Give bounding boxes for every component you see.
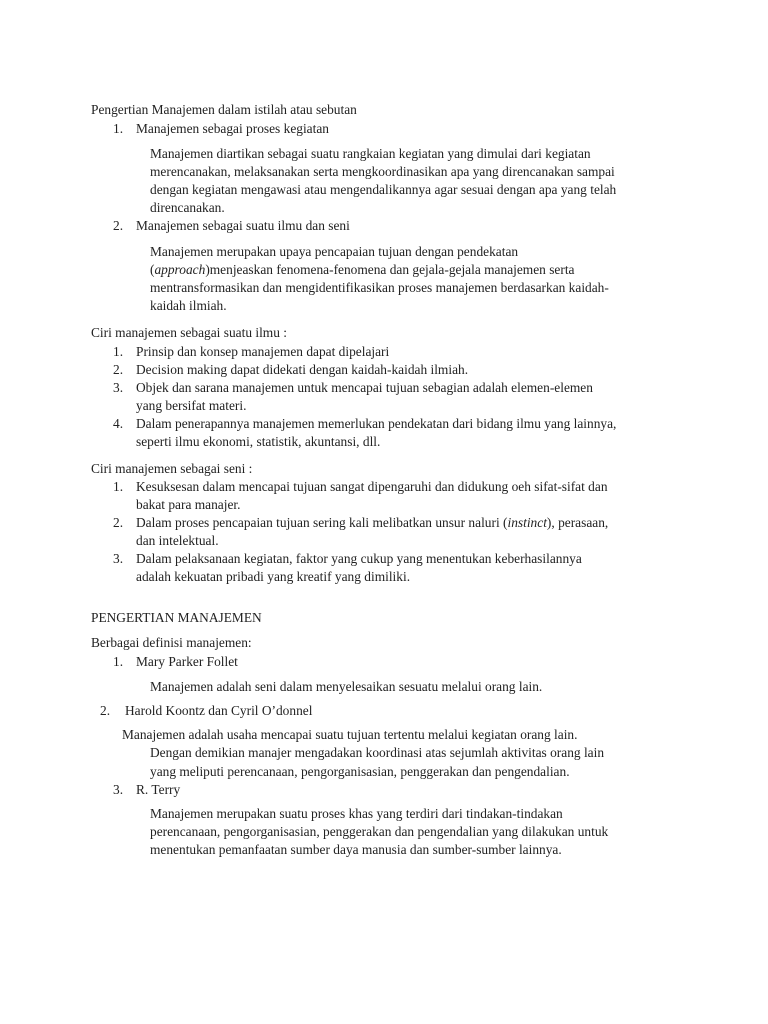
list-item-text: Dalam penerapannya manajemen memerlukan pendekatan dari bidang ilmu yang lainnya, (136, 416, 617, 431)
paragraph-line: yang meliputi perencanaan, pengorganisasian, penggerakan dan pengendalian. (150, 764, 570, 779)
paragraph-line: perencanaan, pengorganisasian, penggerakan dan pengendalian yang dilakukan untuk (150, 824, 609, 839)
list-number: 2. (100, 703, 111, 718)
list-number: 3. (113, 551, 124, 566)
section-heading: Ciri manajemen sebagai suatu ilmu : (91, 325, 287, 340)
list-number: 2. (113, 218, 124, 233)
section-heading: Ciri manajemen sebagai seni : (91, 461, 253, 476)
paragraph-line: Manajemen adalah usaha mencapai suatu tujuan tertentu melalui kegiatan orang lain. (122, 727, 578, 742)
list-item-text: seperti ilmu ekonomi, statistik, akuntansi, dll. (136, 434, 381, 449)
paragraph-line: Manajemen merupakan upaya pencapaian tujuan dengan pendekatan (150, 244, 519, 259)
paragraph-line: menentukan pemanfaatan sumber daya manusia dan sumber-sumber lainnya. (150, 842, 562, 857)
paragraph-line: Manajemen adalah seni dalam menyelesaikan sesuatu melalui orang lain. (150, 679, 543, 694)
list-number: 3. (113, 782, 124, 797)
paragraph-line: mentransformasikan dan mengidentifikasikan proses manajemen berdasarkan kaidah- (150, 280, 609, 295)
list-item-text: Prinsip dan konsep manajemen dapat dipelajari (136, 344, 390, 359)
list-item-text: dan intelektual. (136, 533, 219, 548)
italic-term: approach (154, 262, 206, 277)
list-item-title: Manajemen sebagai proses kegiatan (136, 121, 329, 136)
definition-author: R. Terry (136, 782, 181, 797)
paragraph-line: merencanakan, melaksanakan serta mengkoordinasikan apa yang direncanakan sampai (150, 164, 615, 179)
definition-author: Mary Parker Follet (136, 654, 238, 669)
text-span: )menjeaskan fenomena-fenomena dan gejala-gejala manajemen serta (205, 262, 575, 277)
definition-author: Harold Koontz dan Cyril O’donnel (125, 703, 313, 718)
list-number: 1. (113, 654, 124, 669)
list-item-text: Decision making dapat didekati dengan kaidah-kaidah ilmiah. (136, 362, 469, 377)
list-item-text: bakat para manajer. (136, 497, 241, 512)
text-span: Dalam proses pencapaian tujuan sering kali melibatkan unsur naluri ( (136, 515, 508, 530)
list-number: 1. (113, 344, 124, 359)
paragraph-line (150, 261, 574, 279)
italic-term: instinct (507, 515, 547, 530)
text-span: ( (150, 262, 155, 277)
list-number: 4. (113, 416, 124, 431)
list-item-text: Objek dan sarana manajemen untuk mencapai tujuan sebagian adalah elemen-elemen (136, 380, 593, 395)
list-number: 1. (113, 479, 124, 494)
section-title: PENGERTIAN MANAJEMEN (91, 610, 262, 625)
paragraph-line: direncanakan. (150, 200, 225, 215)
paragraph-line: Manajemen diartikan sebagai suatu rangkaian kegiatan yang dimulai dari kegiatan (150, 146, 591, 161)
list-item-title: Manajemen sebagai suatu ilmu dan seni (136, 218, 350, 233)
list-number: 1. (113, 121, 124, 136)
paragraph-line: dengan kegiatan mengawasi atau mengendalikannya agar sesuai dengan apa yang telah (150, 182, 617, 197)
text-span: ), perasaan, (546, 515, 609, 530)
list-item-text: Kesuksesan dalam mencapai tujuan sangat dipengaruhi dan didukung oeh sifat-sifat dan (136, 479, 608, 494)
paragraph-line: Dengan demikian manajer mengadakan koordinasi atas sejumlah aktivitas orang lain (150, 745, 605, 760)
list-number: 3. (113, 380, 124, 395)
list-item-text: adalah kekuatan pribadi yang kreatif yang dimiliki. (136, 569, 411, 584)
paragraph-line: kaidah ilmiah. (150, 298, 227, 313)
paragraph-line: Manajemen merupakan suatu proses khas yang terdiri dari tindakan-tindakan (150, 806, 563, 821)
list-number: 2. (113, 362, 124, 377)
list-number: 2. (113, 515, 124, 530)
section-heading: Berbagai definisi manajemen: (91, 635, 252, 650)
list-item-text: Dalam pelaksanaan kegiatan, faktor yang cukup yang menentukan keberhasilannya (136, 551, 582, 566)
list-item-text (136, 514, 608, 532)
list-item-text: yang bersifat materi. (136, 398, 247, 413)
section-heading: Pengertian Manajemen dalam istilah atau sebutan (91, 102, 357, 117)
